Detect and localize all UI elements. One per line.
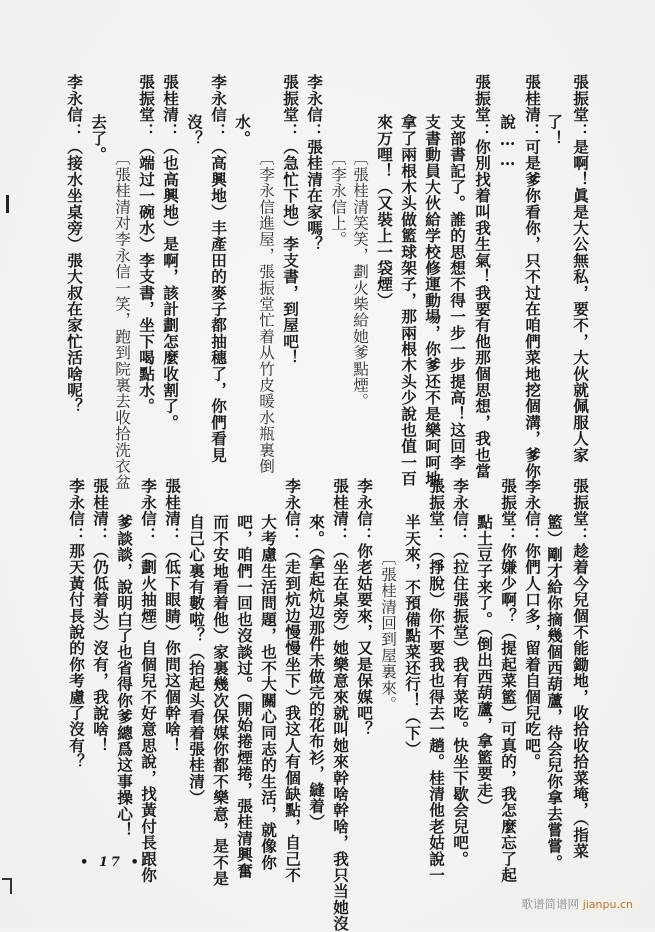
dialogue-column: 而不安地看着他）家裏幾次保媒你都不樂意，是不是	[211, 514, 230, 887]
stage-direction-column: 〔張桂清对李永信一笑，跑到院裏去收拾洗衣盆	[113, 150, 131, 491]
dialogue-column: 拿了兩根木头做籃球架子，那兩根木头少說也值一百	[399, 114, 418, 487]
dialogue-column: 沒？	[185, 114, 204, 147]
dialogue-column: 李永信：你們人口多，留着自個兒吃吧。	[523, 478, 542, 770]
dialogue-column: 李永信：（拉住張振堂）我有菜吃。快坐下歇会兒吧。	[451, 478, 470, 867]
dialogue-column: 自己心裏有數啦？（抬起头看着張桂清）	[187, 514, 206, 806]
dialogue-column: 張振堂：是啊！眞是大公無私，要不，大伙就佩服人家	[571, 74, 590, 463]
watermark-cn: 歌谱简谱网	[521, 897, 580, 911]
dialogue-column: 張振堂：趁着今兒個不能鋤地，收拾收拾菜埯，（指菜	[571, 478, 590, 859]
dialogue-column: 張桂清：（也高興地）是啊，該計劃怎麼收割了。	[161, 74, 180, 431]
scan-artifact-corner	[2, 878, 12, 894]
dialogue-column: 籃）剛才給你摘幾個西葫蘆，待会兒你拿去嘗嘗。	[545, 514, 564, 871]
dialogue-column: 大考慮生活問題，也不大關心同志的生活，就像你	[259, 514, 278, 871]
dialogue-column: 張桂清：可是爹你看你，只不过在咱們菜地挖個溝，爹你	[523, 74, 542, 479]
dialogue-column: 張振堂：你別找着叫我生氣！我要有他那個思想，我也當	[473, 74, 492, 479]
dialogue-column: 支書動員大伙給学校修運動場，你爹还不是樂呵呵地	[423, 114, 442, 487]
stage-direction-column: 〔李永信上。	[329, 150, 347, 248]
stage-direction-column: 〔張桂清笑笑，劃火柴給她爹點煙。	[351, 150, 369, 410]
dialogue-column: 張桂清：（坐在桌旁）她樂意來就叫她來幹啥幹啥，我只当她沒	[331, 478, 350, 932]
dialogue-column: 水。	[233, 114, 252, 147]
dialogue-column: 點土豆子来了。（倒出西葫蘆，拿籃要走）	[475, 514, 494, 814]
dialogue-column: 來万哩！（又裝上一袋煙）	[375, 114, 394, 309]
dialogue-column: 李永信：張桂清在家嗎？	[305, 74, 324, 253]
dialogue-column: 說……	[498, 114, 517, 170]
dialogue-column: 張振堂：（掙脫）你不要我也得去一趟。桂清他老姑說一	[427, 478, 446, 883]
dialogue-column: 去了。	[89, 114, 108, 163]
dialogue-column: 李永信：你老姑要來，又是保媒吧？	[355, 478, 374, 738]
dialogue-column: 李永信：（高興地）丰產田的麥子都抽穗了，你們看見	[209, 74, 228, 463]
dialogue-column: 張振堂：（急忙下地）李支書，到屋吧！	[281, 74, 300, 366]
scan-artifact-mark	[6, 195, 9, 213]
page-number: • 17 •	[80, 855, 142, 870]
dialogue-column: 了！	[545, 114, 564, 147]
dialogue-column: 李永信：（走到炕边慢慢坐下）我这人有個缺點，自己不	[283, 478, 302, 883]
watermark	[522, 896, 633, 912]
dialogue-column: 爹談談，說明白了也省得你爹總爲这事操心！	[115, 514, 134, 838]
dialogue-column: 張振堂：（端过一碗水）李支書，坐下喝點水。	[137, 74, 156, 415]
stage-direction-column: 〔李永信進屋，張振堂忙着从竹皮暖水瓶裏倒	[257, 150, 275, 474]
dialogue-column: 吧，咱們一回也沒談过。（開始捲煙捲，張桂清興奮	[235, 514, 254, 879]
dialogue-column: 來。（拿起炕边那件未做完的花布衫，縫着）	[307, 514, 326, 831]
dialogue-column: 張振堂：你嫌少啊？（提起菜籃）可真的，我怎麼忘了起	[499, 478, 518, 883]
watermark-en: jianpu.cn	[582, 898, 633, 911]
dialogue-column: 支部書記了。誰的思想不得一步一步提高！这回李	[448, 114, 467, 471]
dialogue-column: 半天來，不預備點菜还行！（下）	[403, 514, 422, 757]
stage-direction-column: 〔張桂清回到屋裏來。	[379, 550, 397, 712]
dialogue-column: 張桂清：（仍低着头）沒有，我說啥！	[91, 478, 110, 754]
dialogue-column: 李永信：那天黃付長說的你考慮了沒有？	[67, 478, 86, 770]
dialogue-column: 張桂清：（低下眼睛）你問这個幹啥！	[163, 478, 182, 754]
dialogue-column: 李永信：（接水坐桌旁）張大叔在家忙活啥呢？	[65, 74, 84, 415]
dialogue-column: 李永信：（劃火抽煙）自個兒不好意思說，找黃付長跟你	[139, 478, 158, 883]
